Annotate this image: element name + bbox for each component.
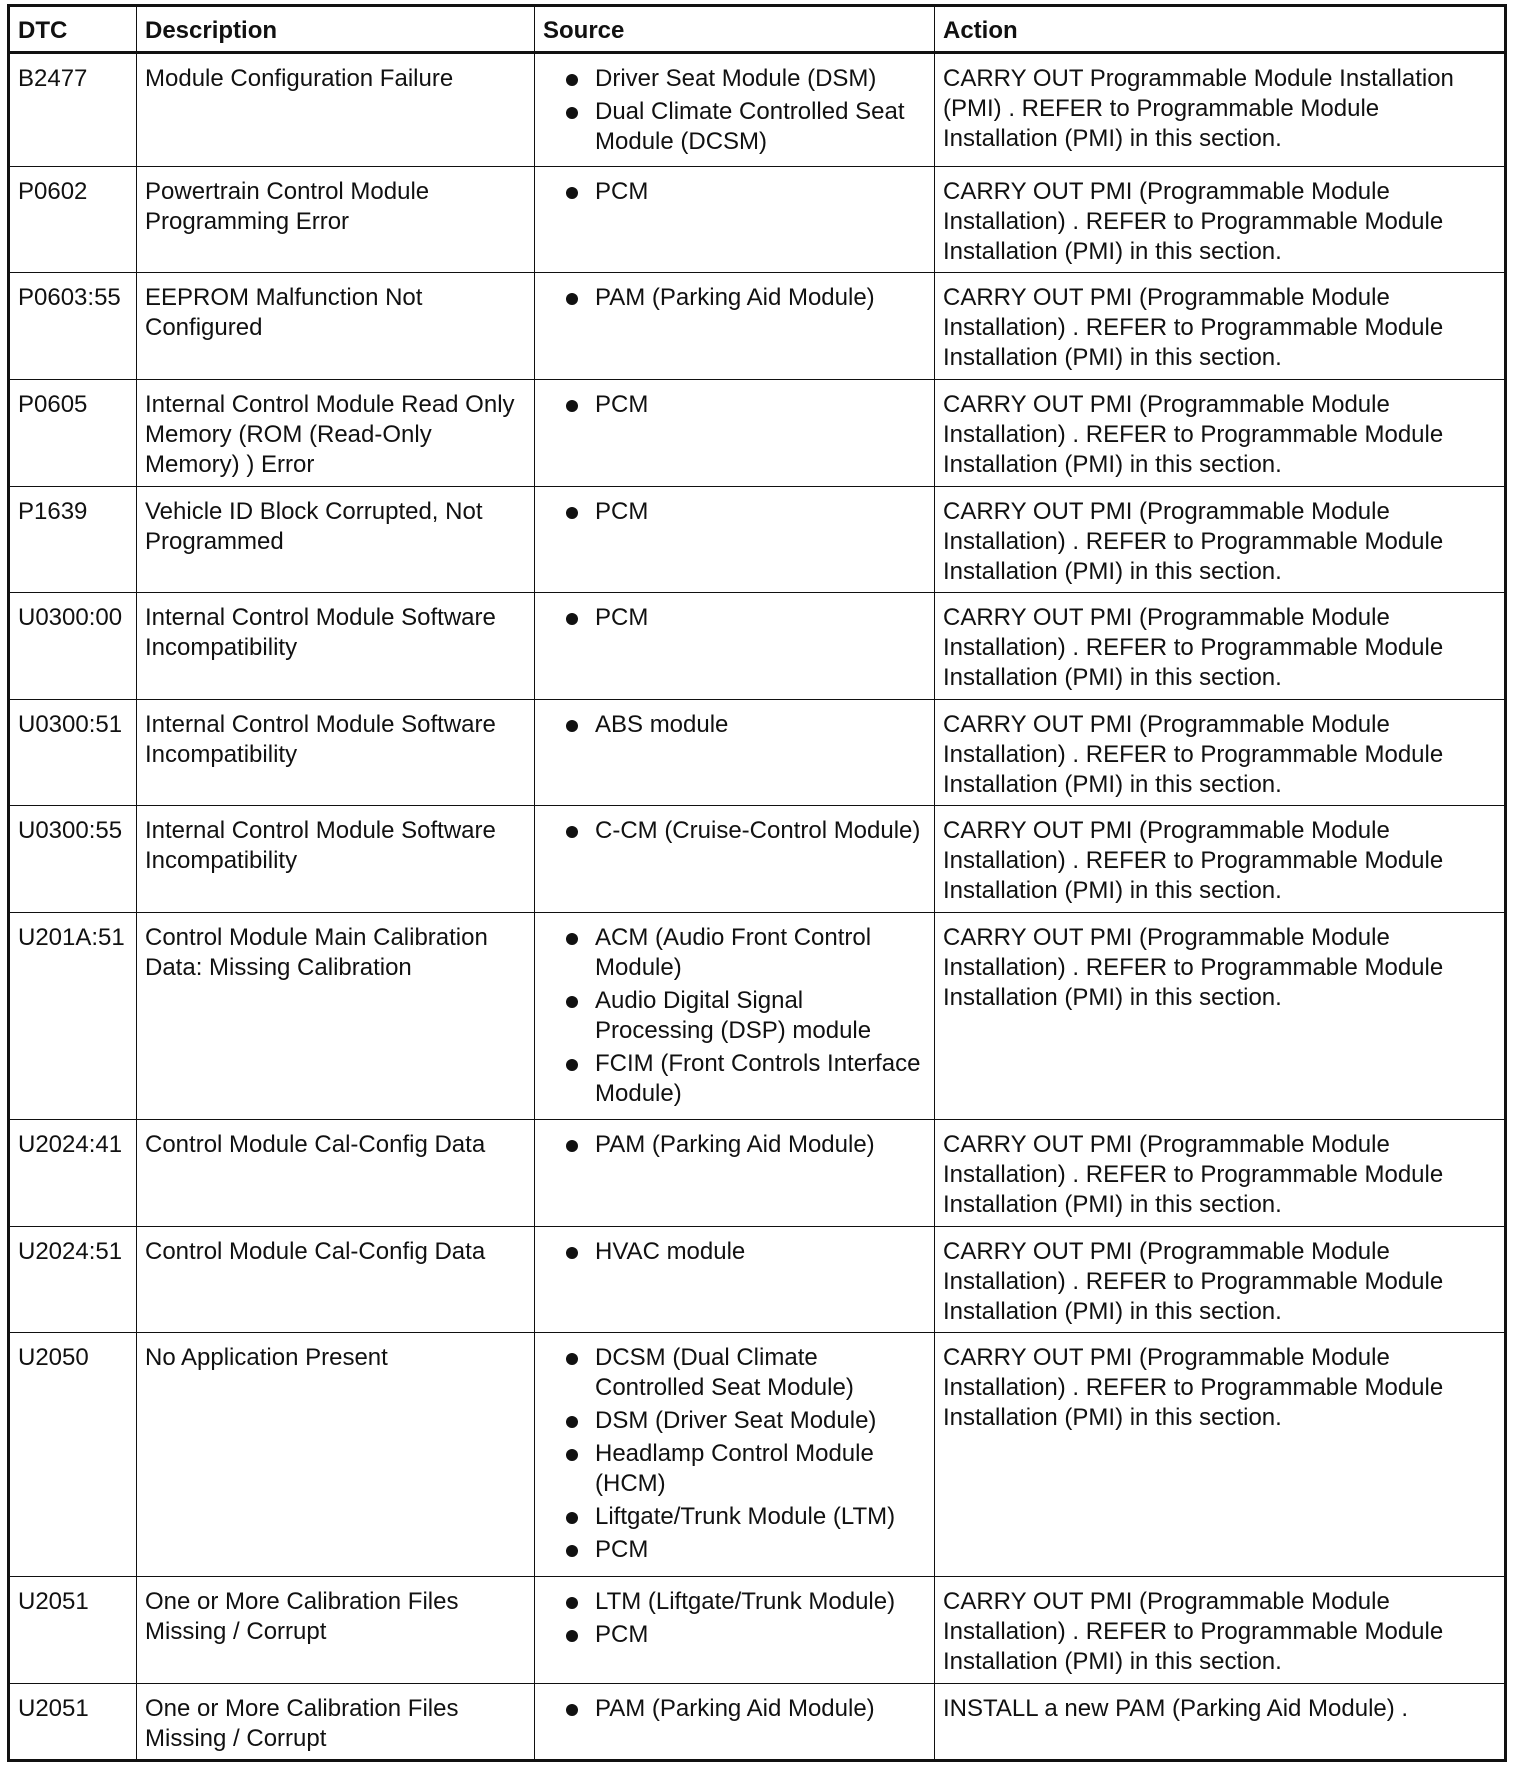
dtc-action: CARRY OUT PMI (Programmable Module Installation) . REFER to Programmable Module Installation (PMI) in this section. [935,1333,1506,1577]
dtc-code: B2477 [9,53,137,167]
source-list [543,1694,926,1724]
table-row [9,1226,1506,1333]
table-row [9,53,1506,167]
source-list-item [543,1439,926,1499]
source-list-item [543,1502,926,1532]
dtc-code: U2024:51 [9,1226,137,1333]
dtc-action: CARRY OUT PMI (Programmable Module Installation) . REFER to Programmable Module Installation (PMI) in this section. [935,806,1506,913]
source-list-item [543,603,926,633]
dtc-code: U2051 [9,1577,137,1684]
dtc-code: U2050 [9,1333,137,1577]
source-text: PCM [595,1536,649,1564]
bullet-icon [566,1247,578,1259]
table-row [9,1577,1506,1684]
table-row [9,806,1506,913]
source-text: DSM (Driver Seat Module) [595,1407,877,1435]
dtc-description: Control Module Cal-Config Data [137,1226,535,1333]
source-list-item [543,497,926,527]
source-list-item [543,1049,926,1109]
source-list-item [543,1587,926,1617]
bullet-icon [566,613,578,625]
table-row [9,1333,1506,1577]
dtc-source [535,1120,935,1227]
dtc-description: Internal Control Module Software Incompatibility [137,806,535,913]
dtc-action: CARRY OUT PMI (Programmable Module Installation) . REFER to Programmable Module Installation (PMI) in this section. [935,1577,1506,1684]
source-list-item [543,1343,926,1403]
bullet-icon [566,1704,578,1716]
bullet-icon [566,400,578,412]
dtc-code: U0300:00 [9,593,137,700]
source-list-item [543,283,926,313]
table-row [9,273,1506,380]
table-row [9,699,1506,806]
header-dtc: DTC [9,6,137,53]
table-row [9,593,1506,700]
dtc-description: One or More Calibration Files Missing / Corrupt [137,1683,535,1760]
source-text: ACM (Audio Front Control Module) [595,923,872,981]
source-list-item [543,1535,926,1565]
header-action: Action [935,6,1506,53]
source-text: C-CM (Cruise-Control Module) [595,817,921,845]
dtc-description: Control Module Main Calibration Data: Missing Calibration [137,912,535,1119]
source-text: Liftgate/Trunk Module (LTM) [595,1503,896,1531]
bullet-icon [566,1545,578,1557]
table-row [9,166,1506,273]
source-list-item [543,986,926,1046]
source-text: HVAC module [595,1237,746,1265]
dtc-code: P1639 [9,486,137,593]
dtc-action: CARRY OUT PMI (Programmable Module Installation) . REFER to Programmable Module Installation (PMI) in this section. [935,1226,1506,1333]
source-list [543,64,926,157]
bullet-icon [566,1512,578,1524]
dtc-description: Powertrain Control Module Programming Error [137,166,535,273]
source-list [543,1237,926,1267]
dtc-action: CARRY OUT PMI (Programmable Module Installation) . REFER to Programmable Module Installation (PMI) in this section. [935,699,1506,806]
source-list-item [543,390,926,420]
dtc-code: U0300:55 [9,806,137,913]
bullet-icon [566,933,578,945]
table-header-row [9,6,1506,53]
source-list [543,603,926,633]
source-list-item [543,177,926,207]
source-text: PCM [595,497,649,525]
bullet-icon [566,107,578,119]
dtc-source [535,53,935,167]
dtc-document [7,4,1504,1762]
table-row [9,486,1506,593]
dtc-description: Internal Control Module Software Incompatibility [137,699,535,806]
bullet-icon [566,293,578,305]
source-text: ABS module [595,710,729,738]
dtc-code: P0603:55 [9,273,137,380]
dtc-code: P0602 [9,166,137,273]
dtc-action: CARRY OUT PMI (Programmable Module Installation) . REFER to Programmable Module Installation (PMI) in this section. [935,486,1506,593]
source-text: PCM [595,1621,649,1649]
source-list-item [543,1130,926,1160]
bullet-icon [566,187,578,199]
bullet-icon [566,1059,578,1071]
dtc-source [535,1683,935,1760]
source-text: PAM (Parking Aid Module) [595,1131,875,1159]
dtc-action: CARRY OUT Programmable Module Installation (PMI) . REFER to Programmable Module Installation (PMI) in this section. [935,53,1506,167]
dtc-description: Control Module Cal-Config Data [137,1120,535,1227]
dtc-source [535,593,935,700]
source-list-item [543,710,926,740]
bullet-icon [566,1597,578,1609]
source-list-item [543,923,926,983]
dtc-source [535,379,935,486]
dtc-description: EEPROM Malfunction Not Configured [137,273,535,380]
dtc-code: U201A:51 [9,912,137,1119]
bullet-icon [566,1353,578,1365]
source-list [543,283,926,313]
dtc-action: CARRY OUT PMI (Programmable Module Installation) . REFER to Programmable Module Installation (PMI) in this section. [935,273,1506,380]
source-text: Headlamp Control Module (HCM) [595,1440,874,1498]
dtc-description: Vehicle ID Block Corrupted, Not Programmed [137,486,535,593]
bullet-icon [566,826,578,838]
source-list [543,497,926,527]
dtc-source [535,912,935,1119]
dtc-description: No Application Present [137,1333,535,1577]
dtc-source [535,1577,935,1684]
source-text: PCM [595,177,649,205]
dtc-action: CARRY OUT PMI (Programmable Module Installation) . REFER to Programmable Module Installation (PMI) in this section. [935,593,1506,700]
dtc-action: CARRY OUT PMI (Programmable Module Installation) . REFER to Programmable Module Installation (PMI) in this section. [935,166,1506,273]
dtc-source [535,806,935,913]
dtc-description: One or More Calibration Files Missing / Corrupt [137,1577,535,1684]
source-list-item [543,1620,926,1650]
source-text: DCSM (Dual Climate Controlled Seat Module) [595,1344,854,1402]
source-list [543,710,926,740]
source-list [543,816,926,846]
header-source: Source [535,6,935,53]
source-text: Dual Climate Controlled Seat Module (DCSM) [595,98,905,155]
dtc-action: CARRY OUT PMI (Programmable Module Installation) . REFER to Programmable Module Installation (PMI) in this section. [935,1120,1506,1227]
bullet-icon [566,1449,578,1461]
source-list-item [543,1694,926,1724]
bullet-icon [566,1630,578,1642]
dtc-description: Module Configuration Failure [137,53,535,167]
table-row [9,379,1506,486]
dtc-source [535,1226,935,1333]
dtc-code: P0605 [9,379,137,486]
source-list [543,1587,926,1650]
dtc-description: Internal Control Module Software Incompatibility [137,593,535,700]
bullet-icon [566,996,578,1008]
table-row [9,912,1506,1119]
source-list-item [543,1406,926,1436]
bullet-icon [566,1140,578,1152]
source-list [543,1130,926,1160]
source-text: PCM [595,390,649,418]
source-list-item [543,97,926,157]
source-list [543,390,926,420]
source-list-item [543,816,926,846]
dtc-source [535,486,935,593]
source-list [543,1343,926,1565]
source-list-item [543,64,926,94]
dtc-action: CARRY OUT PMI (Programmable Module Installation) . REFER to Programmable Module Installation (PMI) in this section. [935,912,1506,1119]
source-list [543,177,926,207]
header-description: Description [137,6,535,53]
bullet-icon [566,507,578,519]
bullet-icon [566,720,578,732]
dtc-description: Internal Control Module Read Only Memory (ROM (Read-Only Memory) ) Error [137,379,535,486]
source-text: FCIM (Front Controls Interface Module) [595,1049,921,1107]
dtc-code: U2051 [9,1683,137,1760]
table-row [9,1120,1506,1227]
source-text: Driver Seat Module (DSM) [595,65,877,92]
dtc-source [535,699,935,806]
source-text: PCM [595,604,649,632]
source-text: PAM (Parking Aid Module) [595,284,875,312]
dtc-code: U2024:41 [9,1120,137,1227]
source-list-item [543,1237,926,1267]
table-row [9,1683,1506,1760]
bullet-icon [566,74,578,86]
dtc-action: CARRY OUT PMI (Programmable Module Installation) . REFER to Programmable Module Installation (PMI) in this section. [935,379,1506,486]
dtc-source [535,273,935,380]
dtc-table [7,4,1507,1762]
source-text: LTM (Liftgate/Trunk Module) [595,1588,896,1616]
dtc-source [535,1333,935,1577]
dtc-code: U0300:51 [9,699,137,806]
source-text: PAM (Parking Aid Module) [595,1694,875,1722]
dtc-action: INSTALL a new PAM (Parking Aid Module) . [935,1683,1506,1760]
source-list [543,923,926,1109]
bullet-icon [566,1416,578,1428]
table-body [9,53,1506,1761]
source-text: Audio Digital Signal Processing (DSP) module [595,986,872,1044]
dtc-source [535,166,935,273]
